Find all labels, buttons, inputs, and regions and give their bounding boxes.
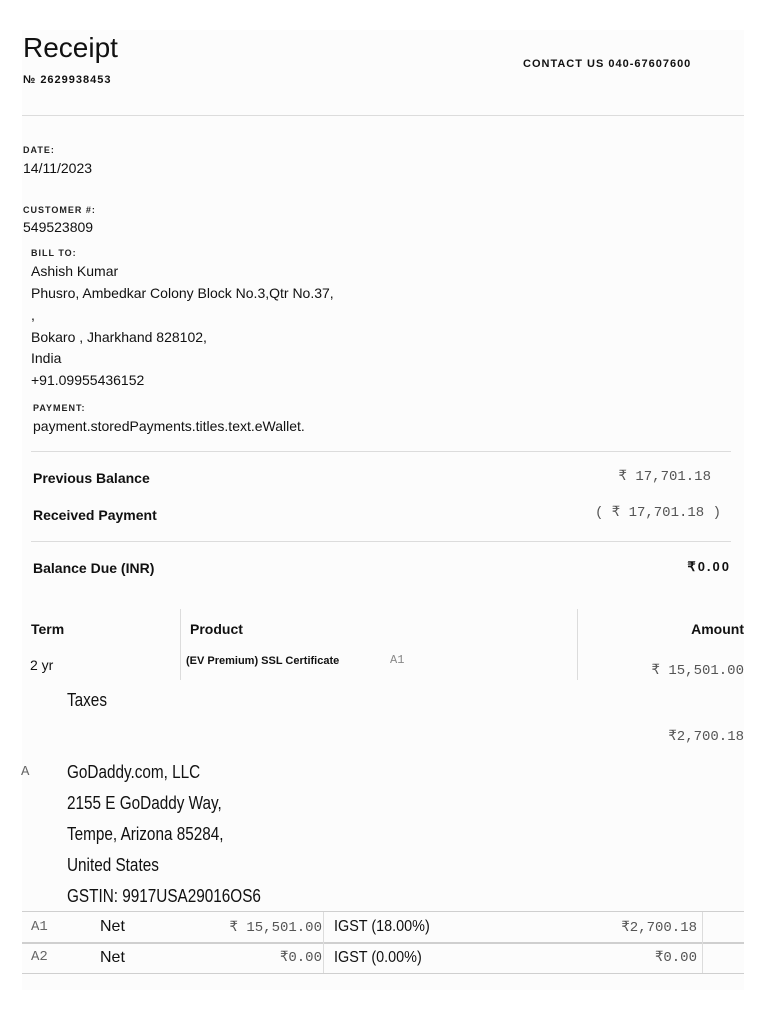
tax-row-ref: A2 (31, 949, 48, 965)
tax-marker: A (21, 764, 30, 780)
bill-to-label: BILL TO: (31, 248, 77, 258)
taxes-label: Taxes (67, 690, 107, 710)
seller-address-line: 2155 E GoDaddy Way, (67, 793, 222, 813)
tax-row-ref: A1 (31, 919, 48, 935)
page-title: Receipt (23, 32, 118, 63)
tax-row-net-label: Net (100, 918, 125, 935)
received-payment-value: ( ₹ 17,701.18 ) (594, 505, 721, 521)
item-amount: ₹ 15,501.00 (651, 663, 744, 679)
tax-row-tax-value: ₹0.00 (654, 950, 697, 966)
payment-label: PAYMENT: (33, 403, 86, 413)
item-tax-ref: A1 (390, 653, 405, 667)
tax-table-divider (22, 911, 744, 912)
bill-to-address-line: Bokaro , Jharkhand 828102, (31, 329, 207, 345)
product-header: Product (190, 621, 243, 637)
date-label: DATE: (23, 145, 55, 155)
item-term: 2 yr (30, 657, 54, 673)
bill-to-phone: +91.09955436152 (31, 372, 145, 388)
tax-row-net-label: Net (100, 949, 125, 966)
customer-value: 549523809 (23, 219, 94, 235)
seller-country: United States (67, 855, 159, 875)
seller-address-line: Tempe, Arizona 85284, (67, 824, 224, 844)
table-column-divider (180, 609, 181, 680)
term-header: Term (31, 621, 65, 637)
balance-due-value: ₹0.00 (687, 559, 731, 574)
taxes-total: ₹2,700.18 (668, 729, 744, 745)
previous-balance-label: Previous Balance (33, 470, 150, 486)
customer-label: CUSTOMER #: (23, 205, 96, 215)
balance-divider (31, 541, 731, 542)
receipt-number: № 2629938453 (23, 74, 112, 86)
contact-info: CONTACT US 040-67607600 (523, 58, 692, 70)
tax-row-net-value: ₹0.00 (279, 950, 322, 966)
tax-table-divider (22, 942, 744, 944)
bill-to-name: Ashish Kumar (31, 263, 119, 279)
tax-column-divider (702, 912, 703, 973)
seller-name: GoDaddy.com, LLC (67, 762, 201, 782)
bill-to-address-line: Phusro, Ambedkar Colony Block No.3,Qtr No.37, (31, 285, 334, 301)
item-product: (EV Premium) SSL Certificate (186, 655, 340, 667)
tax-row-net-value: ₹ 15,501.00 (229, 920, 322, 936)
bill-to-country: India (31, 350, 62, 366)
date-value: 14/11/2023 (23, 160, 93, 176)
bill-to-address-line: , (31, 307, 35, 323)
payment-value: payment.storedPayments.titles.text.eWallet. (33, 418, 305, 434)
tax-row-tax-label: IGST (0.00%) (334, 949, 422, 966)
previous-balance-value: ₹ 17,701.18 (618, 469, 711, 485)
tax-column-divider (323, 912, 324, 973)
balance-due-label: Balance Due (INR) (33, 560, 155, 576)
tax-row-tax-label: IGST (18.00%) (334, 918, 430, 935)
amount-header: Amount (691, 621, 744, 637)
tax-table-divider (22, 973, 744, 974)
tax-row-tax-value: ₹2,700.18 (621, 920, 697, 936)
received-payment-label: Received Payment (33, 507, 157, 523)
payment-divider (31, 451, 731, 452)
header-divider (22, 115, 744, 116)
table-column-divider (577, 609, 578, 680)
seller-gstin: GSTIN: 9917USA29016OS6 (67, 886, 261, 906)
